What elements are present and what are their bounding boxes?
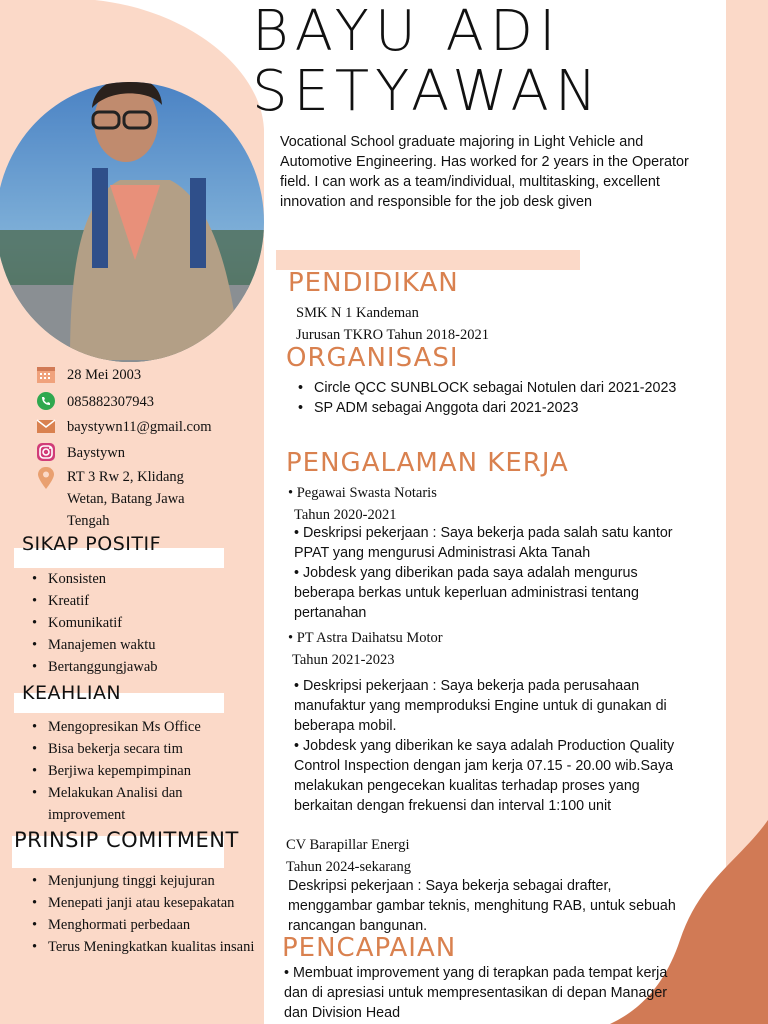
contact-email: [36, 416, 212, 438]
list-item: • SP ADM sebagai Anggota dari 2021-2023: [296, 398, 686, 418]
list-item: • Manajemen waktu: [30, 634, 158, 656]
job3-company: CV Barapillar Energi: [286, 837, 410, 853]
keahlian-list: [30, 716, 230, 826]
organisasi-list: [296, 378, 686, 418]
list-item: • Menjunjung tinggi kejujuran: [30, 870, 270, 892]
job2-company: • PT Astra Daihatsu Motor: [288, 630, 443, 646]
list-item: • Circle QCC SUNBLOCK sebagai Notulen dari 2021-2023: [296, 378, 686, 398]
sikap-positif-title: SIKAP POSITIF: [22, 533, 161, 555]
job1-year: Tahun 2020-2021: [294, 507, 397, 523]
list-item: • Mengopresikan Ms Office: [30, 716, 230, 738]
keahlian-title: KEAHLIAN: [22, 682, 122, 704]
mail-icon: [36, 416, 56, 436]
email-text[interactable]: baystywn11@gmail.com: [67, 419, 212, 435]
contact-birthdate: [36, 364, 141, 386]
list-item: • Menepati janji atau kesepakatan: [30, 892, 270, 914]
instagram-text[interactable]: Baystywn: [67, 445, 125, 461]
list-item: • Kreatif: [30, 590, 158, 612]
birthdate-text: 28 Mei 2003: [67, 367, 142, 383]
address-text: RT 3 Rw 2, Klidang Wetan, Batang Jawa Tengah: [67, 469, 185, 529]
job1-jobdesk: • Jobdesk yang diberikan pada saya adalah mengurus beberapa berkas untuk keperluan administrasi tentang pertanahan: [294, 565, 639, 621]
job1-description: • Deskripsi pekerjaan : Saya bekerja pada salah satu kantor PPAT yang mengurusi Administrasi Akta Tanah: [294, 525, 673, 561]
job1-company: • Pegawai Swasta Notaris: [288, 485, 437, 501]
contact-address: [36, 466, 217, 532]
organisasi-title: ORGANISASI: [286, 343, 459, 373]
list-item: • Berjiwa kepempimpinan: [30, 760, 230, 782]
pengalaman-title: PENGALAMAN KERJA: [286, 448, 569, 478]
sikap-positif-list: [30, 568, 158, 678]
job2-year: Tahun 2021-2023: [292, 652, 395, 668]
list-item: • Bisa bekerja secara tim: [30, 738, 230, 760]
list-item: • Bertanggungjawab: [30, 656, 158, 678]
job3-description: Deskripsi pekerjaan : Saya bekerja sebagai drafter, menggambar gambar teknis, menghitung RAB, untuk sebuah rancangan bangunan.: [288, 878, 676, 934]
pendidikan-bar: [276, 250, 580, 270]
list-item: • Komunikatif: [30, 612, 158, 634]
instagram-icon: [36, 442, 56, 462]
phone-text[interactable]: 085882307943: [67, 394, 154, 410]
job3-year: Tahun 2024-sekarang: [286, 859, 412, 875]
profile-summary: Vocational School graduate majoring in Light Vehicle and Automotive Engineering. Has worked for 2 years in the Operator field. I can work as a team/individual, multitasking, excellent innovation and responsible for the job desk given: [280, 134, 689, 210]
prinsip-list: [30, 870, 270, 958]
pendidikan-content: [296, 302, 489, 346]
job2-description: • Deskripsi pekerjaan : Saya bekerja pada perusahaan manufaktur yang memproduksi Engine untuk di gunakan di beberapa mobil.: [294, 678, 667, 734]
school-name: SMK N 1 Kandeman: [296, 305, 419, 321]
list-item: • Melakukan Analisi dan improvement: [30, 782, 230, 826]
name-line-1: BAYU ADI: [252, 0, 562, 64]
prinsip-title: PRINSIP COMITMENT: [14, 828, 239, 852]
list-item: • Konsisten: [30, 568, 158, 590]
pencapaian-title: PENCAPAIAN: [282, 933, 457, 963]
location-pin-icon: [36, 466, 56, 490]
pendidikan-title: PENDIDIKAN: [288, 268, 459, 298]
contact-instagram: [36, 442, 125, 464]
name-line-2: SETYAWAN: [252, 59, 603, 124]
list-item: • Menghormati perbedaan: [30, 914, 270, 936]
full-name: [252, 2, 603, 122]
school-major: Jurusan TKRO Tahun 2018-2021: [296, 327, 489, 343]
calendar-icon: [36, 364, 56, 384]
phone-icon: [36, 391, 56, 411]
job2-jobdesk: • Jobdesk yang diberikan ke saya adalah Production Quality Control Inspection dengan jam kerja 07.15 - 20.00 wib.Saya melakukan pengecekan kualitas terhadap proses yang berkaitan dengan frekuensi dan interval 1:100 unit: [294, 738, 675, 814]
list-item: • Terus Meningkatkan kualitas insani: [30, 936, 270, 958]
pencapaian-text: • Membuat improvement yang di terapkan pada tempat kerja dan di apresiasi untuk mempresentasikan di depan Manager dan Division Head: [284, 965, 668, 1021]
profile-photo: [0, 77, 264, 370]
contact-phone: [36, 391, 154, 413]
